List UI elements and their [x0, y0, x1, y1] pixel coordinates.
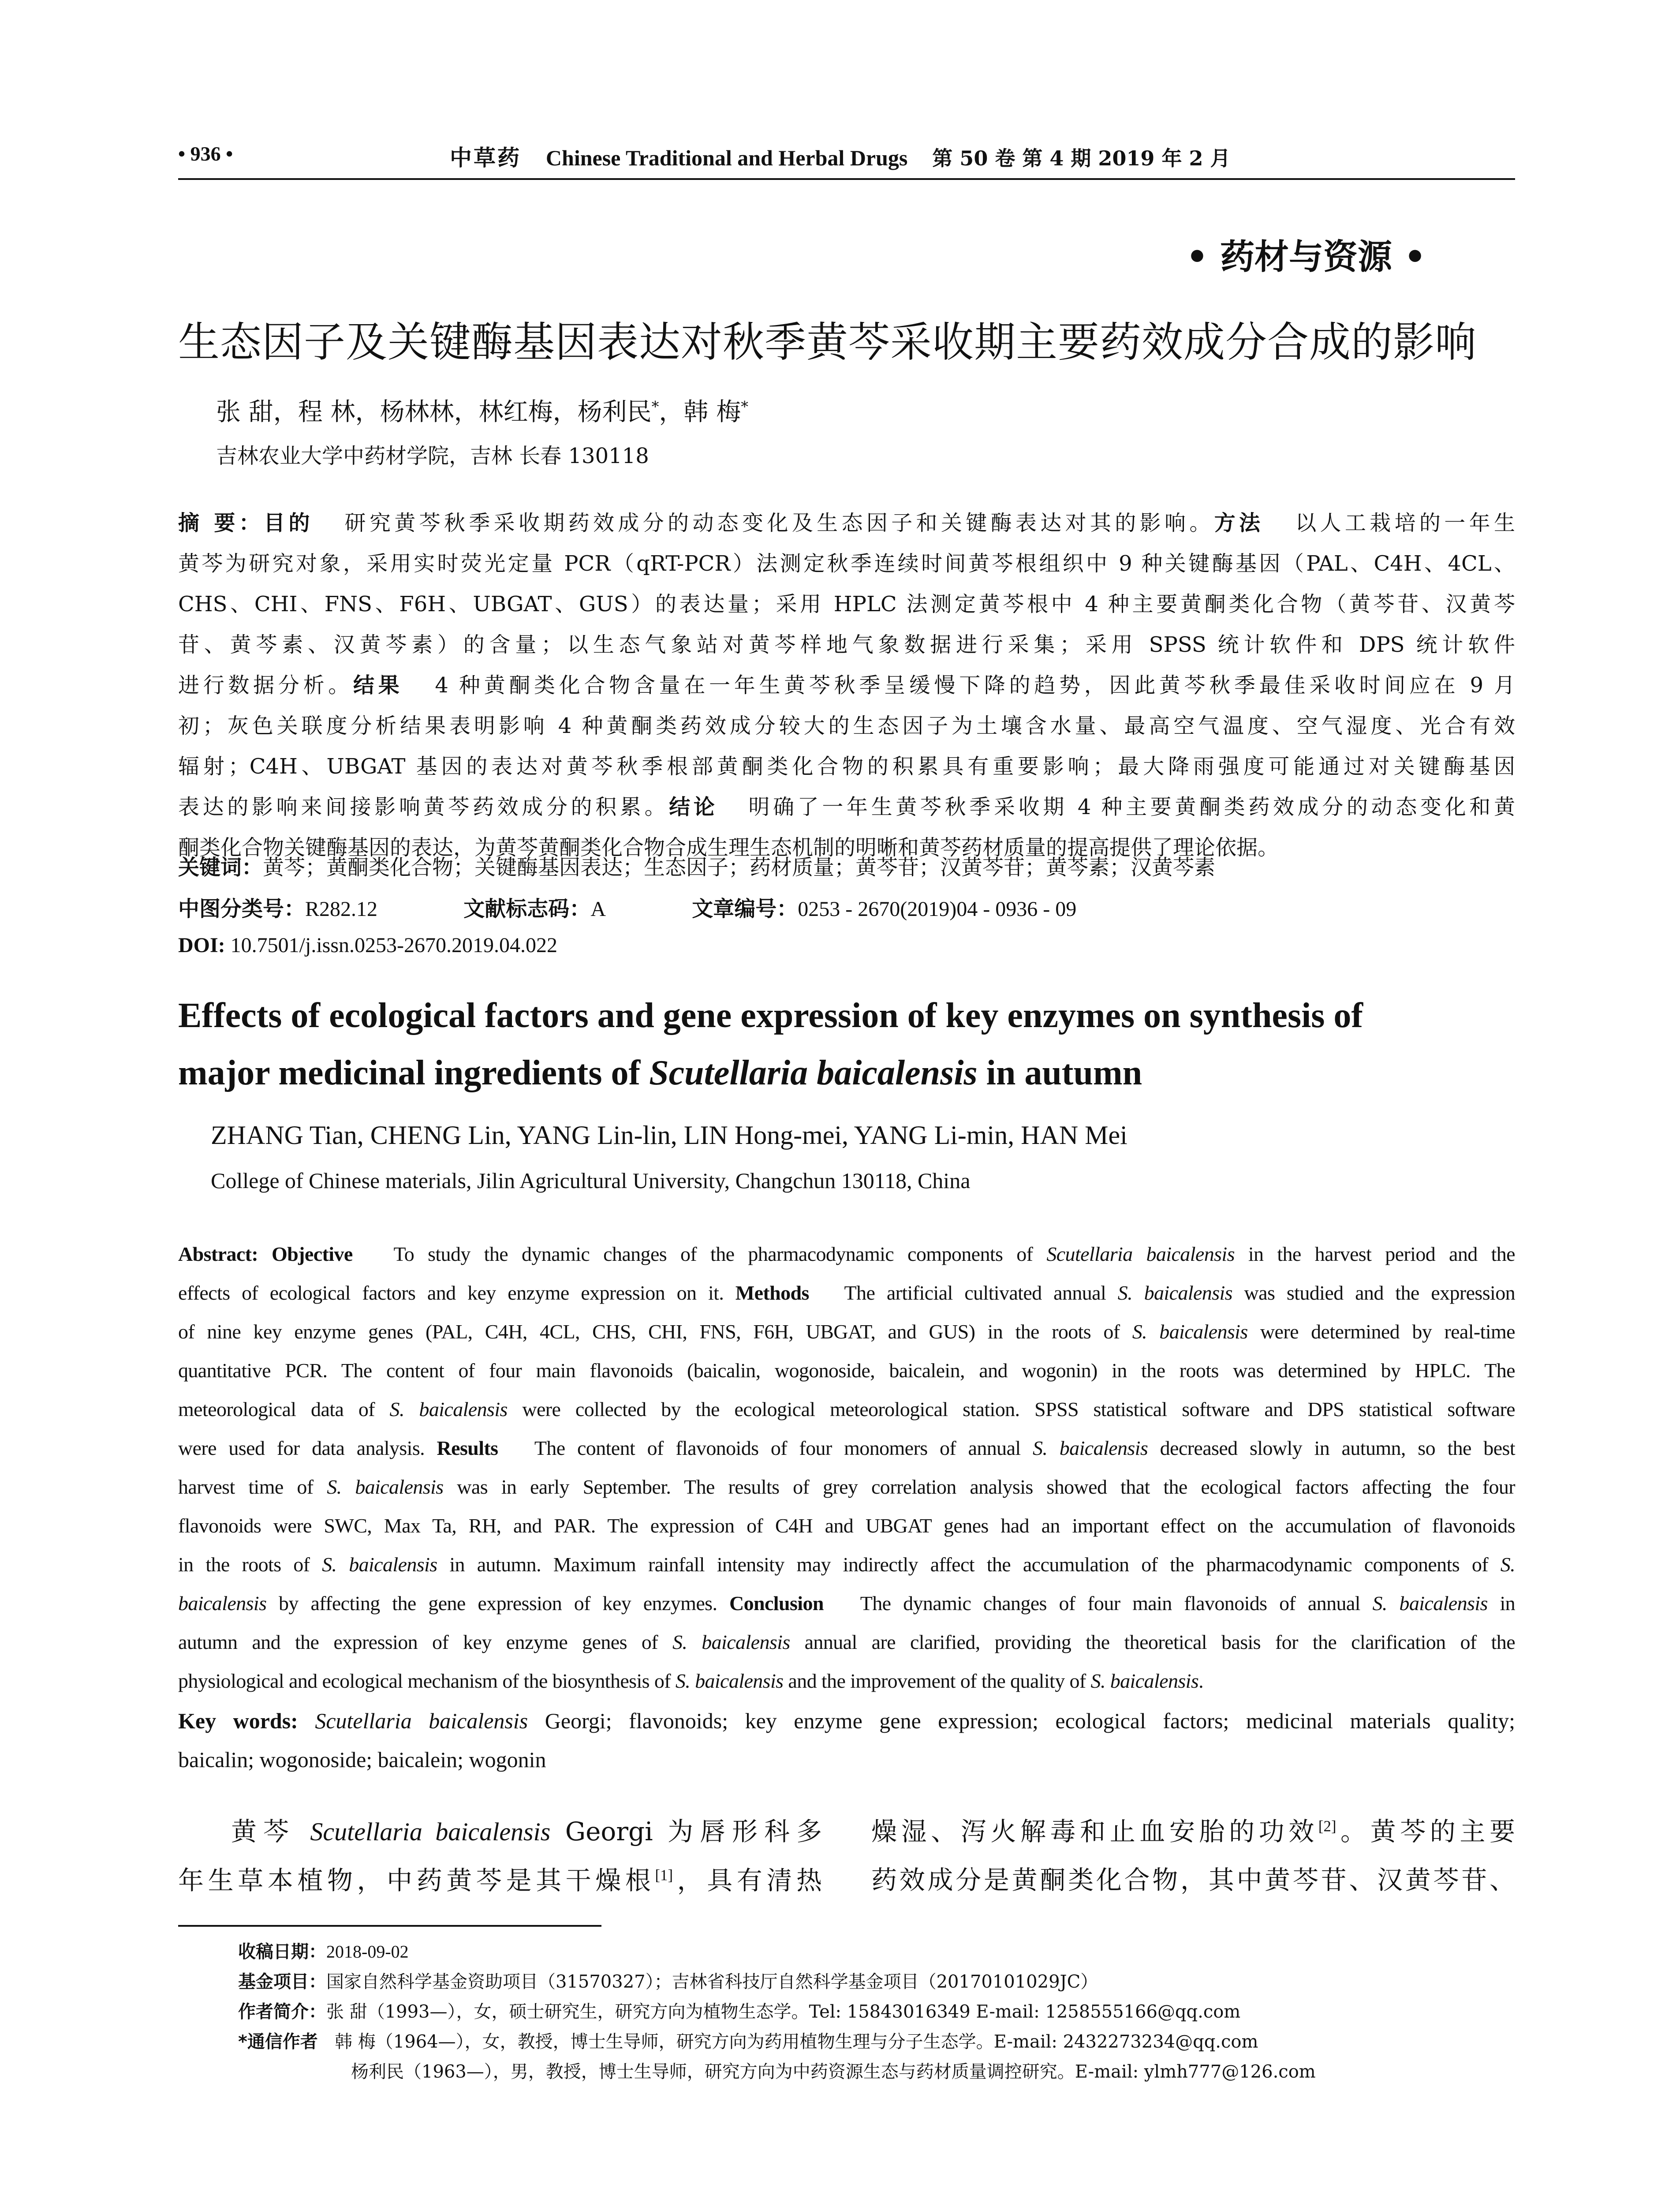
abstract-en-line: [178, 1545, 1515, 1584]
body-line: 药效成分是黄酮类化合物，其中黄芩苷、汉黄芩苷、: [871, 1865, 1515, 1895]
fund-label: 基金项目：: [238, 1972, 326, 1992]
abstract-en-text: in the harvest period and the: [1234, 1243, 1515, 1265]
abstract-en-species: S. baicalensis: [327, 1476, 444, 1498]
corresponding-author-2: 杨利民（1963—），男，教授，博士生导师，研究方向为中药资源生态与药材质量调控研究。E-mail: ylmh777@126.com: [351, 2062, 1316, 2082]
abstract-en-text: by affecting the gene expression of key enzymes.: [266, 1592, 729, 1615]
body-text: Georgi 为唇形科多: [550, 1816, 822, 1846]
corresponding-mark: *: [651, 398, 659, 415]
body-line: [871, 1807, 1515, 1856]
issue-info: 第 50 卷 第 4 期 2019 年 2 月: [932, 146, 1231, 170]
abstract-cn-objective-label: 目的: [264, 511, 314, 535]
citation-ref: [1]: [655, 1866, 673, 1884]
corresponding-mark: *: [741, 398, 749, 415]
abstract-en-species: baicalensis: [178, 1592, 267, 1615]
abstract-en-text: autumn and the expression of key enzyme genes of: [178, 1631, 672, 1653]
abstract-cn-line: CHS、CHI、FNS、F6H、UBGAT、GUS）的表达量；采用 HPLC 法测定黄芩根中 4 种主要黄酮类化合物（黄芩苷、汉黄芩: [178, 592, 1515, 617]
doc-code-value: A: [590, 897, 606, 921]
received-value: 2018-09-02: [326, 1942, 409, 1962]
body-column-left: [178, 1807, 822, 1905]
abstract-en-text: harvest time of: [178, 1476, 327, 1498]
authors-cn-part2: ，韩 梅: [659, 398, 741, 426]
abstract-en-text: meteorological data of: [178, 1398, 390, 1420]
abstract-en-line: [178, 1390, 1515, 1429]
article-number-value: 0253 - 2670(2019)04 - 0936 - 09: [798, 897, 1077, 921]
title-en: [178, 987, 1363, 1102]
body-text: ，具有清热: [673, 1865, 822, 1895]
body-text: 。黄芩的主要: [1336, 1816, 1515, 1846]
abstract-en-species: S. baicalensis: [672, 1631, 790, 1653]
abstract-en-text: decreased slowly in autumn, so the best: [1148, 1437, 1515, 1459]
abstract-en-line: [178, 1468, 1515, 1506]
abstract-en-species: Scutellaria baicalensis: [1046, 1243, 1235, 1265]
corresponding-label: *通信作者: [238, 2032, 318, 2052]
citation-ref: [2]: [1318, 1817, 1337, 1835]
clc-label: 中图分类号：: [178, 897, 306, 921]
title-en-species: Scutellaria baicalensis: [649, 1054, 978, 1092]
abstract-en-text: in: [1487, 1592, 1516, 1615]
abstract-cn-line: 苷、黄芩素、汉黄芩素）的含量；以生态气象站对黄芩样地气象数据进行采集；采用 SPSS 统计软件和 DPS 统计软件: [178, 632, 1515, 657]
abstract-en-methods-label: Methods: [735, 1282, 809, 1304]
abstract-en-objective-label: Abstract: Objective: [178, 1243, 353, 1265]
abstract-en-species: S.: [1500, 1553, 1516, 1576]
abstract-en-text: The dynamic changes of four main flavonoids of annual: [860, 1592, 1373, 1615]
abstract-en-text: physiological and ecological mechanism of the biosynthesis of: [178, 1670, 676, 1692]
abstract-en: [178, 1235, 1515, 1700]
affiliation-cn: 吉林农业大学中药材学院，吉林 长春 130118: [216, 444, 649, 468]
fund-value: 国家自然科学基金资助项目（31570327）；吉林省科技厅自然科学基金项目（20170101029JC）: [326, 1972, 1098, 1992]
abstract-en-text: The artificial cultivated annual: [844, 1282, 1118, 1304]
footnote-rule: [178, 1925, 601, 1927]
abstract-en-text: .: [1198, 1670, 1204, 1692]
abstract-en-line: [178, 1662, 1515, 1700]
abstract-cn-methods-label: 方法: [1214, 511, 1264, 535]
body-text: 黄芩: [231, 1816, 310, 1846]
abstract-cn-label: 摘 要：: [178, 511, 264, 535]
author-bio: [238, 1997, 1316, 2027]
abstract-en-species: S. baicalensis: [322, 1553, 437, 1576]
abstract-cn: [178, 503, 1515, 868]
authors-cn: [216, 392, 748, 428]
abstract-cn-line: [178, 787, 1515, 827]
abstract-en-text: were determined by real-time: [1247, 1320, 1515, 1343]
abstract-en-text: was in early September. The results of grey correlation analysis showed that the ecological factors affecting the four: [443, 1476, 1515, 1498]
authors-en: ZHANG Tian, CHENG Lin, YANG Lin-lin, LIN Hong-mei, YANG Li-min, HAN Mei: [211, 1121, 1127, 1150]
abstract-en-text: of nine key enzyme genes (PAL, C4H, 4CL, CHS, CHI, FNS, F6H, UBGAT, and GUS) in the roots of: [178, 1320, 1132, 1343]
doc-code-label: 文献标志码：: [463, 897, 591, 921]
abstract-cn-conclusion-label: 结论: [669, 795, 718, 819]
body-text: 年生草本植物，中药黄芩是其干燥根: [178, 1865, 655, 1895]
abstract-en-line: [178, 1584, 1515, 1623]
abstract-en-line: [178, 1312, 1515, 1351]
abstract-en-species: S. baicalensis: [389, 1398, 508, 1420]
keywords-cn-text: 黄芩；黄酮类化合物；关键酶基因表达；生态因子；药材质量；黄芩苷；汉黄芩苷；黄芩素；汉黄芩素: [263, 855, 1216, 880]
abstract-cn-text: 明确了一年生黄芩秋季采收期 4 种主要黄酮类药效成分的动态变化和黄: [748, 795, 1515, 819]
abstract-en-species: S. baicalensis: [1090, 1670, 1199, 1692]
abstract-cn-line: [178, 665, 1515, 706]
keywords-cn-label: 关键词：: [178, 855, 263, 880]
doi-value: 10.7501/j.issn.0253-2670.2019.04.022: [230, 934, 558, 957]
keywords-en-species: Scutellaria baicalensis: [315, 1708, 528, 1733]
abstract-en-line: flavonoids were SWC, Max Ta, RH, and PAR. The expression of C4H and UBGAT genes had an important effect on the accumulation of flavonoids: [178, 1514, 1515, 1537]
abstract-en-conclusion-label: Conclusion: [729, 1592, 824, 1615]
abstract-cn-text: 进行数据分析。: [178, 673, 354, 698]
section-label: • 药材与资源 •: [1186, 237, 1426, 277]
body-line: [178, 1856, 822, 1905]
doi: [178, 933, 557, 957]
abstract-en-text: and the improvement of the quality of: [783, 1670, 1091, 1692]
body-text: 燥湿、泻火解毒和止血安胎的功效: [871, 1816, 1318, 1846]
abstract-en-text: were collected by the ecological meteorological station. SPSS statistical software and DPS statistical software: [507, 1398, 1515, 1420]
title-en-text: major medicinal ingredients of: [178, 1054, 650, 1092]
abstract-en-text: annual are clarified, providing the theoretical basis for the clarification of the: [790, 1631, 1516, 1653]
abstract-en-species: S. baicalensis: [1117, 1282, 1232, 1304]
running-header: [450, 140, 1230, 172]
classification-info: [178, 892, 1076, 922]
abstract-en-text: was studied and the expression: [1232, 1282, 1516, 1304]
header-rule: [178, 178, 1515, 180]
title-en-text: in autumn: [977, 1054, 1142, 1092]
keywords-en-text: Georgi; flavonoids; key enzyme gene expression; ecological factors; medicinal materials quality;: [528, 1708, 1515, 1733]
abstract-en-line: quantitative PCR. The content of four main flavonoids (baicalin, wogonoside, baicalein, and wogonin) in the roots was determined by HPLC. The: [178, 1359, 1515, 1382]
page-number: • 936 •: [178, 142, 233, 165]
title-en-line1: Effects of ecological factors and gene expression of key enzymes on synthesis of: [178, 996, 1363, 1035]
doi-label: DOI:: [178, 934, 225, 957]
abstract-cn-text: 4 种黄酮类化合物含量在一年生黄芩秋季呈缓慢下降的趋势，因此黄芩秋季最佳采收时间应在 9 月: [435, 673, 1515, 698]
abstract-en-text: The content of flavonoids of four monomers of annual: [534, 1437, 1033, 1459]
title-en-line2: [178, 1044, 1363, 1102]
clc-value: R282.12: [305, 897, 378, 921]
body-line: [178, 1807, 822, 1856]
corresponding-author: [238, 2027, 1316, 2057]
corresponding-1: 韩 梅（1964—），女，教授，博士生导师，研究方向为药用植物生理与分子生态学。E-mail: 2432273234@qq.com: [335, 2032, 1258, 2052]
keywords-en-label: Key words:: [178, 1708, 298, 1733]
abstract-cn-line: [178, 503, 1515, 543]
abstract-en-species: S. baicalensis: [1033, 1437, 1148, 1459]
abstract-en-line: [178, 1274, 1515, 1312]
abstract-cn-results-label: 结果: [353, 673, 403, 698]
abstract-cn-text: 表达的影响来间接影响黄芩药效成分的积累。: [178, 795, 669, 819]
bio-value: 张 甜（1993—），女，硕士研究生，研究方向为植物生态学。Tel: 15843016349 E-mail: 1258555166@qq.com: [326, 2002, 1241, 2022]
title-cn: 生态因子及关键酶基因表达对秋季黄芩采收期主要药效成分合成的影响: [178, 318, 1477, 366]
body-column-right: [871, 1807, 1515, 1904]
abstract-en-text: To study the dynamic changes of the pharmacodynamic components of: [393, 1243, 1047, 1265]
body-species: Scutellaria baicalensis: [310, 1817, 551, 1846]
journal-name-cn: 中草药: [450, 145, 521, 171]
keywords-cn: [178, 850, 1215, 881]
abstract-en-line: [178, 1623, 1515, 1662]
abstract-en-line: [178, 1235, 1515, 1274]
fund-info: [238, 1967, 1316, 1997]
abstract-en-species: S. baicalensis: [675, 1670, 784, 1692]
footnotes: [238, 1937, 1316, 2087]
affiliation-en: College of Chinese materials, Jilin Agricultural University, Changchun 130118, China: [211, 1168, 971, 1193]
received-date: [238, 1937, 1316, 1967]
authors-cn-part1: 张 甜，程 林，杨林林，林红梅，杨利民: [216, 398, 652, 426]
abstract-en-text: were used for data analysis.: [178, 1437, 437, 1459]
received-label: 收稿日期：: [238, 1942, 326, 1962]
keywords-en-line: baicalin; wogonoside; baicalein; wogonin: [178, 1747, 546, 1772]
abstract-en-species: S. baicalensis: [1372, 1592, 1488, 1615]
abstract-en-results-label: Results: [437, 1437, 498, 1459]
abstract-en-species: S. baicalensis: [1132, 1320, 1248, 1343]
abstract-cn-text: 以人工栽培的一年生: [1295, 511, 1515, 535]
abstract-cn-line: 酮类化合物关键酶基因的表达，为黄芩黄酮类化合物合成生理生态机制的明晰和黄芩药材质量的提高提供了理论依据。: [178, 835, 1279, 860]
article-number-label: 文章编号：: [692, 897, 798, 921]
keywords-en: [178, 1701, 1515, 1779]
abstract-cn-line: 初；灰色关联度分析结果表明影响 4 种黄酮类药效成分较大的生态因子为土壤含水量、最高空气温度、空气湿度、光合有效: [178, 714, 1515, 738]
abstract-cn-text: 研究黄芩秋季采收期药效成分的动态变化及生态因子和关键酶表达对其的影响。: [344, 511, 1214, 535]
abstract-cn-line: 黄芩为研究对象，采用实时荧光定量 PCR（qRT-PCR）法测定秋季连续时间黄芩根组织中 9 种关键酶基因（PAL、C4H、4CL、: [178, 551, 1515, 576]
abstract-cn-line: 辐射；C4H、UBGAT 基因的表达对黄芩秋季根部黄酮类化合物的积累具有重要影响；最大降雨强度可能通过对关键酶基因: [178, 754, 1515, 779]
abstract-en-text: in the roots of: [178, 1553, 322, 1576]
abstract-en-text: effects of ecological factors and key enzyme expression on it.: [178, 1282, 735, 1304]
journal-name-en: Chinese Traditional and Herbal Drugs: [545, 146, 908, 170]
abstract-en-text: in autumn. Maximum rainfall intensity may indirectly affect the accumulation of the pharmacodynamic components of: [437, 1553, 1501, 1576]
keywords-en-line: [178, 1701, 1515, 1740]
abstract-en-line: [178, 1429, 1515, 1468]
bio-label: 作者简介：: [238, 2002, 326, 2022]
